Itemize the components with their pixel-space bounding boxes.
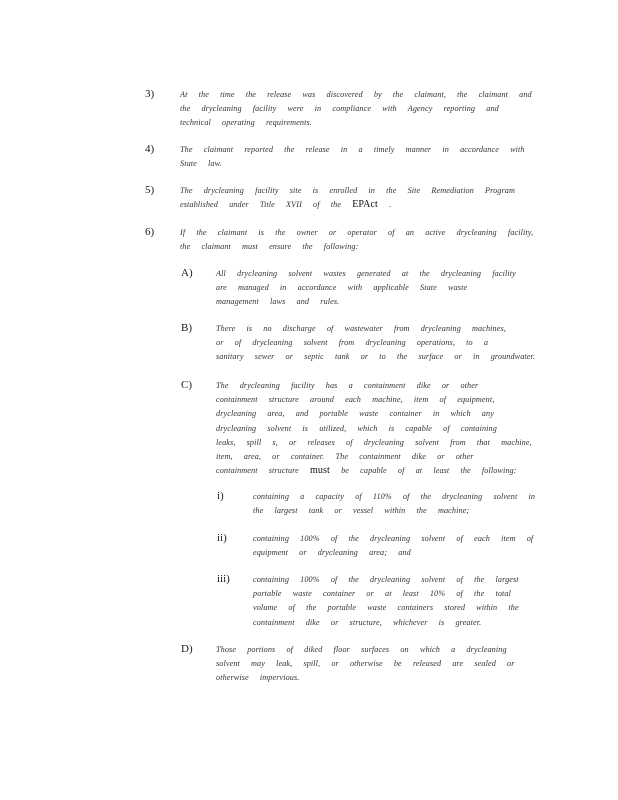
item-5-text [180,184,535,212]
text-line: At the time the release was discovered by the claimant, the claimant and [180,90,532,99]
text-line-with-emphasis [216,464,536,478]
item-marker-4: 4) [145,143,155,155]
text-line: State law. [180,159,222,169]
text-line: are managed in accordance with applicable State waste [216,283,468,293]
text-fragment: . [389,200,392,210]
subitem-c-text [216,379,536,478]
item-marker-3: 3) [145,88,155,100]
subitem-d-text [216,643,536,686]
item-4-text [180,143,535,171]
subitem-marker-a: A) [181,267,193,279]
text-line: sanitary sewer or septic tank or to the surface or in groundwater. [216,352,536,362]
text-line: technical operating requirements. [180,118,312,128]
text-line: The drycleaning facility has a containment dike or other [216,381,479,390]
text-line: drycleaning solvent is utilized, which is capable of containing [216,423,497,433]
text-line: If the claimant is the owner or operator of an active drycleaning facility, [180,228,534,237]
item-marker-6: 6) [145,226,155,238]
item-6-text [180,226,535,254]
text-line: the drycleaning facility were in compliance with Agency reporting and [180,104,499,114]
text-line: containing a capacity of 110% of the drycleaning solvent in [253,492,536,501]
text-line: containment dike or structure, whichever is greater. [253,617,482,627]
text-line: drycleaning area, and portable waste container in which any [216,409,494,419]
text-line: volume of the portable waste containers stored within the [253,603,519,613]
text-line: solvent may leak, spill, or otherwise be released are sealed or [216,659,515,669]
text-line: All drycleaning solvent wastes generated at the drycleaning facility [216,269,516,278]
epact-emphasis: EPAct [352,199,378,211]
text-fragment: containment structure [216,466,299,476]
subsubitem-iii-text [253,573,538,630]
text-line: portable waste container or at least 10% of the total [253,589,511,599]
item-marker-5: 5) [145,184,155,196]
subitem-a-text [216,267,536,310]
subitem-marker-b: B) [181,322,192,334]
text-fragment: be capable of at least the following: [341,466,517,476]
text-line: equipment or drycleaning area; and [253,548,411,558]
text-line: otherwise impervious. [216,673,300,683]
text-line: the claimant must ensure the following: [180,242,359,252]
must-emphasis: must [310,465,330,477]
subitem-b-text [216,322,536,365]
text-line: the largest tank or vessel within the machine; [253,506,470,516]
text-line: Those portions of diked floor surfaces on which a drycleaning [216,645,507,654]
subsubitem-marker-iii: iii) [217,573,230,585]
text-line: The drycleaning facility site is enrolled in the Site Remediation Program [180,186,515,195]
text-line: The claimant reported the release in a timely manner in accordance with [180,145,525,154]
text-line: or of drycleaning solvent from drycleaning operations, to a [216,338,489,348]
subsubitem-ii-text [253,532,538,560]
subsubitem-marker-i: i) [217,490,224,502]
subsubitem-marker-ii: ii) [217,532,227,544]
subsubitem-i-text [253,490,538,518]
text-fragment: established under Title XVII of the [180,200,342,210]
text-line: containment structure around each machine, item of equipment, [216,395,495,405]
text-line: containing 100% of the drycleaning solvent of the largest [253,575,519,584]
item-3-text [180,88,535,131]
text-line: management laws and rules. [216,297,340,307]
text-line-with-emphasis [180,198,535,212]
text-line: There is no discharge of wastewater from drycleaning machines, [216,324,506,333]
subitem-marker-c: C) [181,379,192,391]
subitem-marker-d: D) [181,643,193,655]
text-line: containing 100% of the drycleaning solvent of each item of [253,534,534,543]
text-line: item, area, or container. The containment dike or other [216,452,474,462]
text-line: leaks, spill s, or releases of drycleaning solvent from that machine, [216,437,532,447]
